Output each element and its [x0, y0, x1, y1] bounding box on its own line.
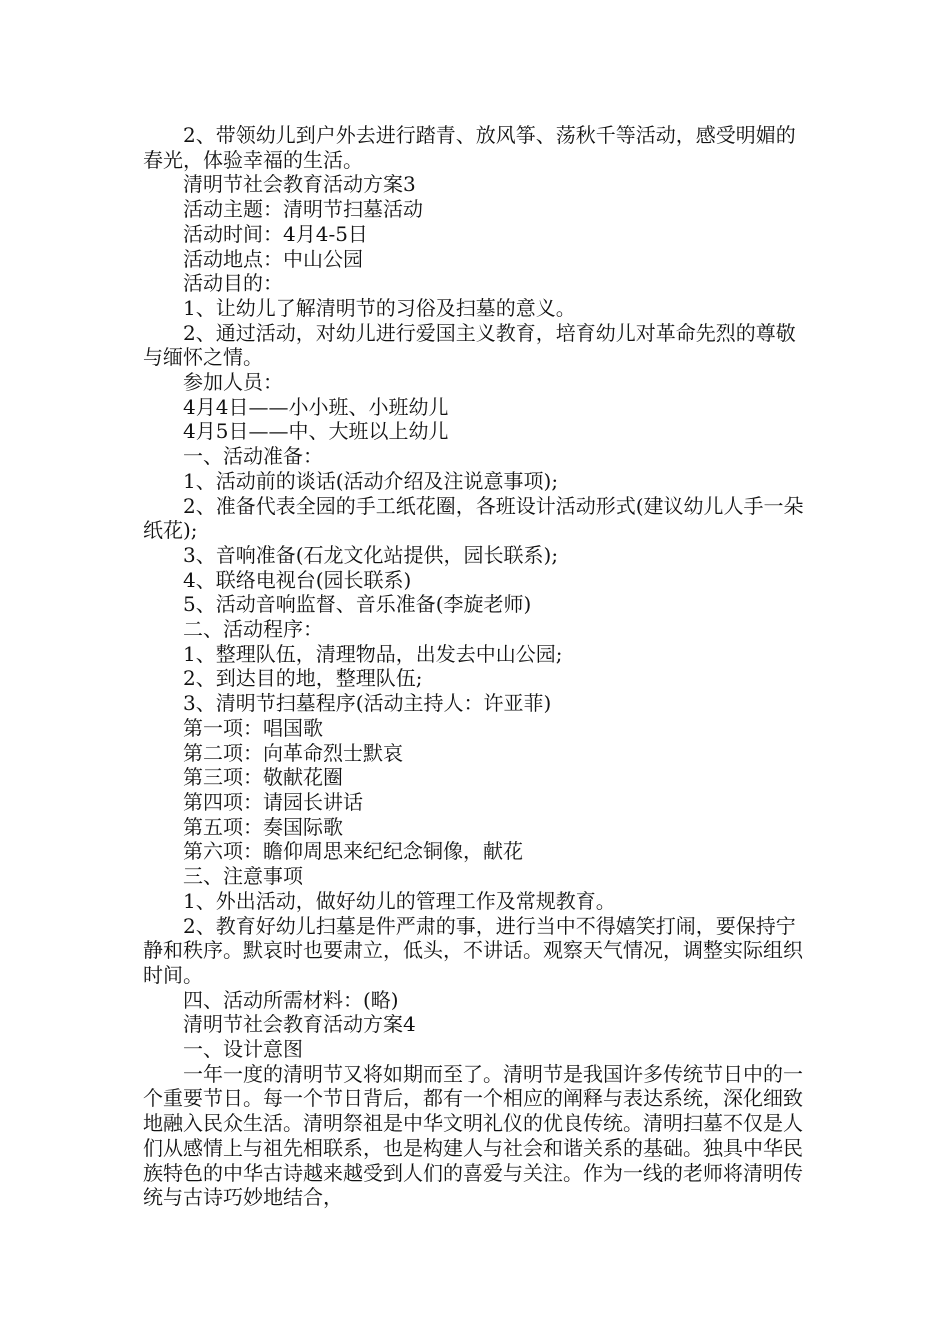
list-item: 4月4日——小小班、小班幼儿: [183, 394, 449, 419]
list-item: 1、活动前的谈话(活动介绍及注说意事项);: [183, 468, 559, 493]
section-heading: 四、活动所需材料：(略): [183, 987, 399, 1012]
paragraph: 活动时间：4月4-5日: [183, 221, 368, 246]
paragraph: 一年一度的清明节又将如期而至了。清明节是我国许多传统节日中的一个重要节日。每一个节日背后，都有一个相应的阐释与表达系统，深化细致地融入民众生活。清明祭祖是中华文明礼仪的优良传统。清明扫墓不仅是人们从感情上与祖先相联系，也是构建人与社会和谐关系的基础。独具中华民族特色的中华古诗越来越受到人们的喜爱与关注。作为一线的老师将清明传统与古诗巧妙地结合，: [143, 1061, 803, 1210]
list-item: 3、音响准备(石龙文化站提供，园长联系);: [183, 542, 559, 567]
list-item: 2、教育好幼儿扫墓是件严肃的事，进行当中不得嬉笑打闹，要保持宁静和秩序。默哀时也要肃立，低头，不讲话。观察天气情况，调整实际组织时间。: [143, 913, 803, 987]
list-item: 2、通过活动，对幼儿进行爱国主义教育，培育幼儿对革命先烈的尊敬与缅怀之情。: [143, 320, 796, 370]
section-heading: 二、活动程序：: [183, 617, 323, 642]
paragraph: 参加人员：: [183, 370, 283, 395]
list-item: 第二项：向革命烈士默哀: [183, 740, 403, 765]
list-item: 5、活动音响监督、音乐准备(李旋老师): [183, 592, 532, 617]
list-item: 第一项：唱国歌: [183, 715, 323, 740]
paragraph: 活动目的：: [183, 271, 283, 296]
list-item: 2、准备代表全园的手工纸花圈，各班设计活动形式(建议幼儿人手一朵纸花);: [143, 493, 804, 543]
section-heading: 三、注意事项: [183, 864, 303, 889]
list-item: 4、联络电视台(园长联系): [183, 567, 412, 592]
list-item: 1、让幼儿了解清明节的习俗及扫墓的意义。: [183, 295, 576, 320]
list-item: 第五项：奏国际歌: [183, 814, 343, 839]
section-title: 清明节社会教育活动方案4: [183, 1012, 416, 1037]
list-item: 1、外出活动，做好幼儿的管理工作及常规教育。: [183, 888, 616, 913]
list-item: 1、整理队伍，清理物品，出发去中山公园;: [183, 641, 563, 666]
list-item: 3、清明节扫墓程序(活动主持人：许亚菲): [183, 691, 552, 716]
list-item: 第四项：请园长讲话: [183, 789, 363, 814]
section-heading: 一、设计意图: [183, 1037, 303, 1062]
list-item: 第六项：瞻仰周思来纪纪念铜像，献花: [183, 839, 523, 864]
paragraph: 2、带领幼儿到户外去进行踏青、放风筝、荡秋千等活动，感受明媚的春光，体验幸福的生活。: [143, 123, 796, 172]
document-body: [143, 123, 809, 1210]
paragraph: 活动地点：中山公园: [183, 246, 363, 271]
section-heading: 一、活动准备：: [183, 444, 323, 469]
list-item: 4月5日——中、大班以上幼儿: [183, 419, 449, 444]
section-title: 清明节社会教育活动方案3: [183, 172, 416, 197]
paragraph: 活动主题：清明节扫墓活动: [183, 197, 423, 222]
list-item: 第三项：敬献花圈: [183, 765, 343, 790]
list-item: 2、到达目的地，整理队伍;: [183, 666, 423, 691]
